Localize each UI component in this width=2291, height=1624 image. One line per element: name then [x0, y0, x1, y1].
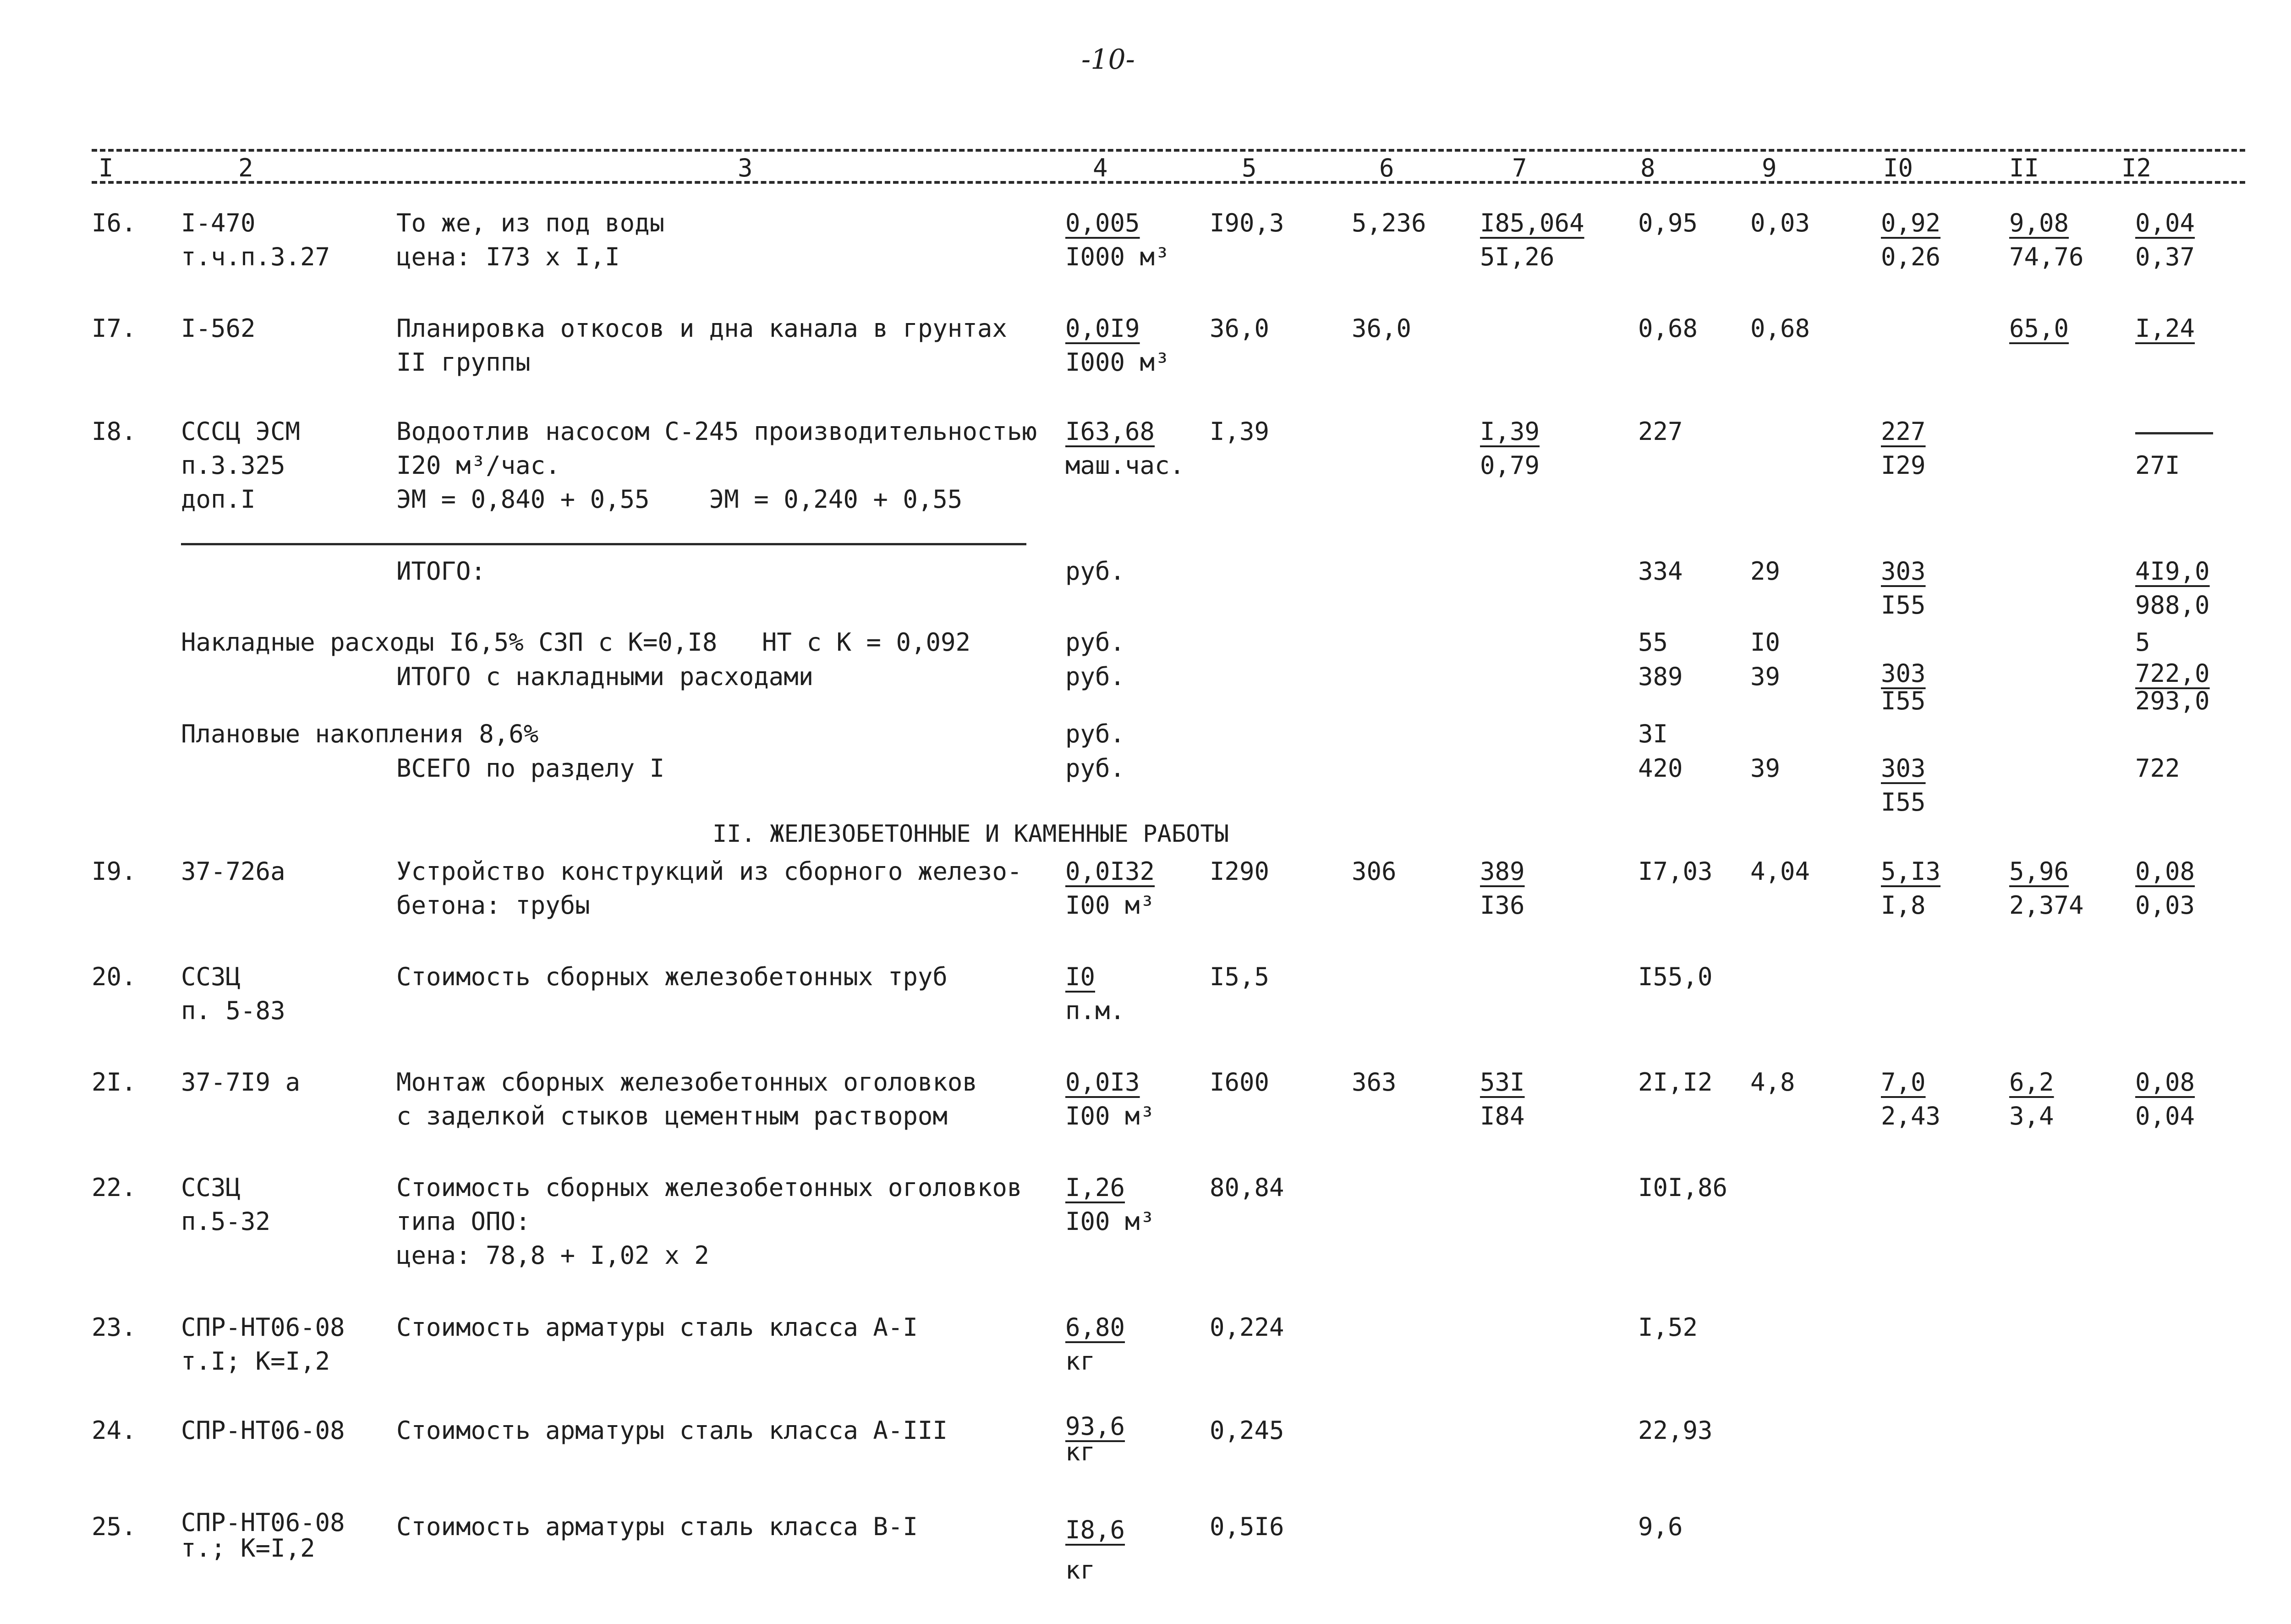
row-col5: I290: [1210, 857, 1270, 886]
row-col8: I,52: [1638, 1313, 1698, 1342]
row-code: СПР-НТ06-08: [181, 1416, 345, 1445]
row-col11: 9,08 74,76: [2009, 208, 2084, 271]
row-col12: 722: [2135, 754, 2180, 783]
row-col8: 22,93: [1638, 1416, 1713, 1445]
row-description: Стоимость арматуры сталь класса А-I: [396, 1313, 918, 1342]
row-col12: 0,08 0,04: [2135, 1068, 2195, 1130]
header-col-4: 4: [1093, 154, 1108, 182]
row-col8: 0,95: [1638, 208, 1698, 237]
row-col11: 5,96 2,374: [2009, 857, 2084, 920]
row-col5: 0,245: [1210, 1416, 1284, 1445]
row-code: I-562: [181, 314, 256, 343]
row-col8: 2I,I2: [1638, 1068, 1713, 1097]
row-unit: руб.: [1065, 557, 1125, 586]
row-col8: 227: [1638, 417, 1683, 446]
row-col10: 0,92 0,26: [1881, 208, 1941, 271]
row-number: I7.: [92, 314, 137, 343]
row-col12: I,24: [2135, 314, 2195, 343]
row-description: ИТОГО с накладными расходами: [396, 662, 814, 691]
row-number: 20.: [92, 962, 137, 991]
header-col-7: 7: [1512, 154, 1527, 182]
row-col6: 363: [1352, 1068, 1397, 1097]
row-unit: руб.: [1065, 662, 1125, 691]
row-col8: 389: [1638, 662, 1683, 691]
row-description: Устройство конструкций из сборного железо- бетона: трубы: [396, 857, 1022, 920]
row-col12: 4I9,0 988,0: [2135, 557, 2210, 620]
row-description: Стоимость арматуры сталь класса В-I: [396, 1512, 918, 1541]
row-col10: 303 I55: [1881, 754, 1926, 817]
row-description: Стоимость сборных железобетонных оголовков типа ОПО: цена: 78,8 + I,02 x 2: [396, 1173, 1022, 1270]
row-quantity: I0 п.м.: [1065, 962, 1125, 1025]
row-col10: 5,I3 I,8: [1881, 857, 1941, 920]
row-quantity: 6,80 кг: [1065, 1313, 1125, 1376]
row-col8: 9,6: [1638, 1512, 1683, 1541]
row-col9: 29: [1750, 557, 1781, 586]
header-col-8: 8: [1640, 154, 1655, 182]
header-col-12: I2: [2121, 154, 2152, 182]
row-col5: 80,84: [1210, 1173, 1284, 1202]
header-col-5: 5: [1242, 154, 1257, 182]
row-col5: I600: [1210, 1068, 1270, 1097]
row-col8: 420: [1638, 754, 1683, 783]
row-description: ВСЕГО по разделу I: [396, 754, 665, 783]
row-col8: 0,68: [1638, 314, 1698, 343]
row-col9: 39: [1750, 754, 1781, 783]
row-col7: I,39 0,79: [1480, 417, 1540, 480]
row-col12: 27I: [2135, 415, 2213, 483]
row-quantity: I63,68 маш.час.: [1065, 417, 1185, 480]
row-code: I-470 т.ч.п.3.27: [181, 208, 330, 271]
row-col5: 0,224: [1210, 1313, 1284, 1342]
row-col5: I5,5: [1210, 962, 1270, 991]
row-col7: I85,064 5I,26: [1480, 208, 1584, 271]
row-number: I6.: [92, 208, 137, 237]
row-quantity: 0,005 I000 м³: [1065, 208, 1170, 271]
row-col8: 3I: [1638, 719, 1668, 748]
section-total-rule: [181, 543, 1026, 545]
row-col9: 0,03: [1750, 208, 1810, 237]
row-number: I9.: [92, 857, 137, 886]
row-number: 22.: [92, 1173, 137, 1202]
row-col7: 53I I84: [1480, 1068, 1525, 1130]
row-number: 23.: [92, 1313, 137, 1342]
row-quantity: 93,6 кг: [1065, 1412, 1125, 1466]
row-number: 2I.: [92, 1068, 137, 1097]
row-col9: I0: [1750, 628, 1781, 657]
row-description: Стоимость арматуры сталь класса А-III: [396, 1416, 948, 1445]
row-quantity: 0,0I9 I000 м³: [1065, 314, 1170, 377]
row-description: ИТОГО:: [396, 557, 486, 586]
row-quantity: I,26 I00 м³: [1065, 1173, 1155, 1236]
row-description: То же, из под воды цена: I73 x I,I: [396, 208, 665, 271]
row-description: Водоотлив насосом С-245 производительностью I20 м³/час. ЭМ = 0,840 + 0,55 ЭМ = 0,240 + 0,55: [396, 417, 1037, 514]
row-col6: 306: [1352, 857, 1397, 886]
row-quantity: I8,6 кг: [1065, 1515, 1125, 1585]
row-col6: 36,0: [1352, 314, 1412, 343]
row-description: Накладные расходы I6,5% СЗП с К=0,I8 НТ с К = 0,092: [181, 628, 971, 657]
row-col10: 303 I55: [1881, 557, 1926, 620]
blank-fraction-line: [2135, 432, 2213, 434]
header-col-6: 6: [1379, 154, 1394, 182]
row-code: ССЗЦ п.5-32: [181, 1173, 271, 1236]
row-description: Стоимость сборных железобетонных труб: [396, 962, 948, 991]
row-code: ССЗЦ п. 5-83: [181, 962, 285, 1025]
row-col11: 6,2 3,4: [2009, 1068, 2054, 1130]
row-col10: 303 I55: [1881, 659, 1926, 715]
row-col5: 36,0: [1210, 314, 1270, 343]
row-col8: I55,0: [1638, 962, 1713, 991]
row-quantity: 0,0I32 I00 м³: [1065, 857, 1155, 920]
row-code: 37-726а: [181, 857, 285, 886]
header-col-9: 9: [1762, 154, 1777, 182]
header-top-rule: [92, 149, 2245, 152]
row-col7: 389 I36: [1480, 857, 1525, 920]
row-col6: 5,236: [1352, 208, 1426, 237]
row-col12: 0,04 0,37: [2135, 208, 2195, 271]
section-heading: II. ЖЕЛЕЗОБЕТОННЫЕ И КАМЕННЫЕ РАБОТЫ: [713, 820, 1229, 848]
row-code: СПР-НТ06-08 т.I; К=I,2: [181, 1313, 345, 1376]
row-unit: руб.: [1065, 754, 1125, 783]
header-col-2: 2: [238, 154, 253, 182]
row-col5: I,39: [1210, 417, 1270, 446]
row-code: СПР-НТ06-08 т.; К=I,2: [181, 1508, 345, 1563]
row-code: 37-7I9 а: [181, 1068, 301, 1097]
row-col12: 5: [2135, 628, 2150, 657]
row-number: I8.: [92, 417, 137, 446]
row-col9: 0,68: [1750, 314, 1810, 343]
row-col5: 0,5I6: [1210, 1512, 1284, 1541]
header-bottom-rule: [92, 181, 2245, 184]
header-col-3: 3: [738, 154, 753, 182]
row-col9: 4,8: [1750, 1068, 1795, 1097]
row-col11: 65,0: [2009, 314, 2069, 343]
header-col-1: I: [99, 154, 114, 182]
row-description: Плановые накопления 8,6%: [181, 719, 539, 748]
row-col10: 227 I29: [1881, 417, 1926, 480]
row-quantity: 0,0I3 I00 м³: [1065, 1068, 1155, 1130]
row-description: Монтаж сборных железобетонных оголовков с заделкой стыков цементным раствором: [396, 1068, 977, 1130]
row-col9: 39: [1750, 662, 1781, 691]
page-number: -10-: [1081, 44, 1135, 76]
row-col8: 55: [1638, 628, 1668, 657]
row-col12: 722,0 293,0: [2135, 659, 2210, 715]
row-code: СССЦ ЭСМ п.3.325 доп.I: [181, 417, 301, 514]
row-number: 24.: [92, 1416, 137, 1445]
row-col8: I7,03: [1638, 857, 1713, 886]
row-number: 25.: [92, 1512, 137, 1541]
row-col8: 334: [1638, 557, 1683, 586]
row-col12: 0,08 0,03: [2135, 857, 2195, 920]
row-description: Планировка откосов и дна канала в грунтах II группы: [396, 314, 1007, 377]
row-col9: 4,04: [1750, 857, 1810, 886]
row-unit: руб.: [1065, 628, 1125, 657]
header-col-11: II: [2009, 154, 2039, 182]
header-col-10: I0: [1883, 154, 1913, 182]
row-col5: I90,3: [1210, 208, 1284, 237]
row-col10: 7,0 2,43: [1881, 1068, 1941, 1130]
row-col8: I0I,86: [1638, 1173, 1728, 1202]
row-unit: руб.: [1065, 719, 1125, 748]
